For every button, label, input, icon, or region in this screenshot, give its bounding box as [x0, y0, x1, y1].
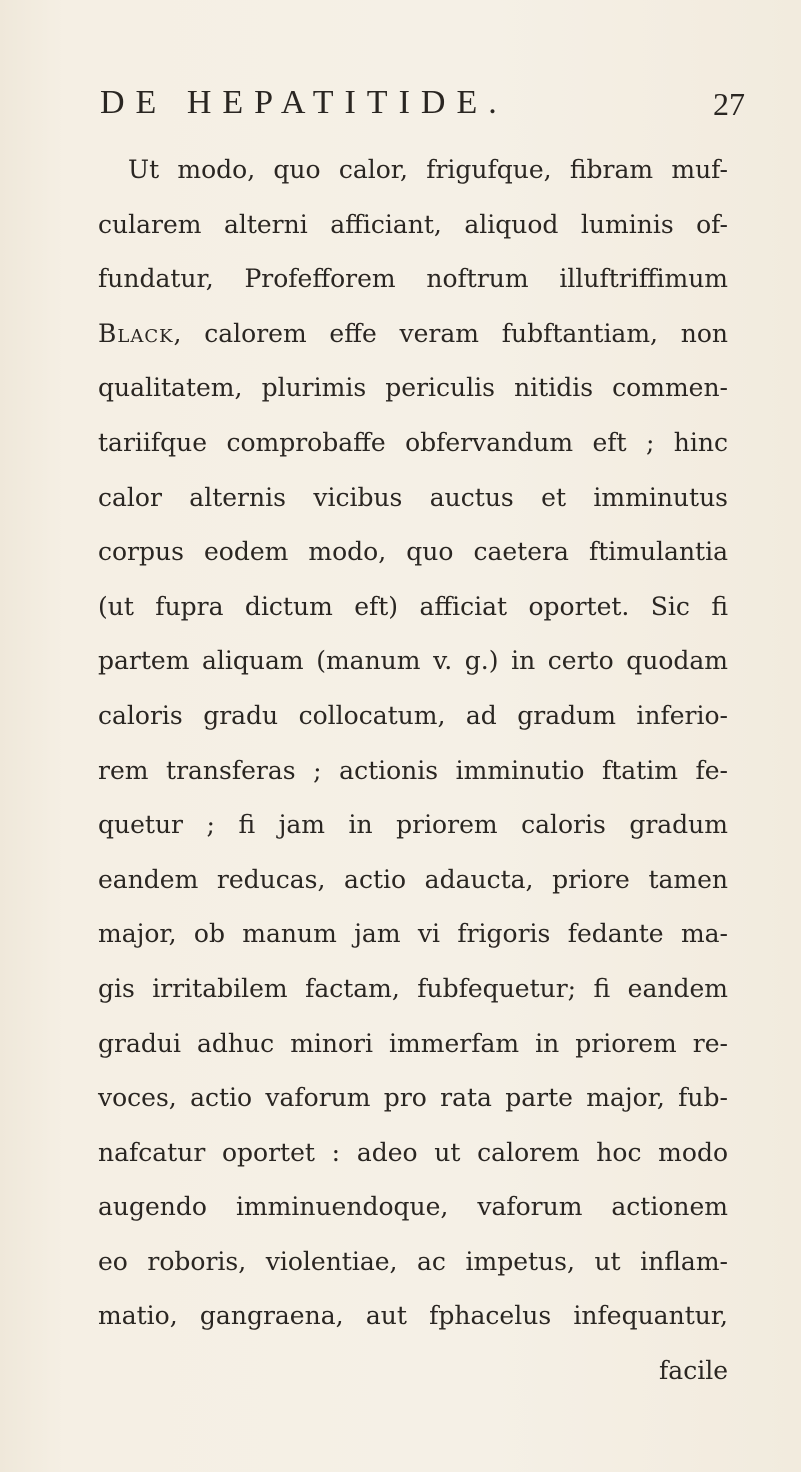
text-line: major, ob manum jam vi frigoris fedante ma-: [98, 919, 728, 949]
text-line-remainder: , calorem effe veram fubftantiam, non: [173, 318, 728, 348]
text-line: qualitatem, plurimis periculis nitidis commen-: [98, 373, 728, 403]
page-number: 27: [713, 86, 745, 122]
text-line: caloris gradu collocatum, ad gradum inferio-: [98, 700, 728, 730]
text-line: matio, gangraena, aut fphacelus infequantur,: [98, 1301, 728, 1331]
text-line: corpus eodem modo, quo caetera ftimulantia: [98, 537, 728, 567]
text-line: Ut modo, quo calor, frigufque, fibram muf-: [128, 155, 728, 184]
text-line: gis irritabilem factam, fubfequetur; fi eandem: [98, 973, 728, 1003]
text-line: augendo imminuendoque, vaforum actionem: [98, 1192, 728, 1222]
text-line: cularem alterni afficiant, aliquod luminis of-: [98, 209, 728, 239]
running-title: DE HEPATITIDE.: [100, 84, 508, 121]
catchword: facile: [659, 1356, 728, 1386]
body-paragraph: [98, 143, 728, 1399]
text-line: nafcatur oportet : adeo ut calorem hoc modo: [98, 1137, 728, 1167]
text-line: rem transferas ; actionis imminutio ftatim fe-: [98, 755, 728, 785]
text-line: calor alternis vicibus auctus et imminutus: [98, 482, 728, 512]
text-line: eandem reducas, actio adaucta, priore tamen: [98, 864, 728, 894]
page-header: [100, 80, 745, 130]
text-line: fundatur, Profefforem noftrum illuftriffimum: [98, 264, 728, 294]
text-line: partem aliquam (manum v. g.) in certo quodam: [98, 646, 728, 676]
text-line: tariifque comprobaffe obfervandum eft ; hinc: [98, 427, 728, 457]
smallcaps-name: Black: [98, 318, 174, 348]
text-line: eo roboris, violentiae, ac impetus, ut inflam-: [98, 1246, 728, 1276]
text-line: (ut fupra dictum eft) afficiat oportet. Sic fi: [98, 591, 728, 621]
text-line: gradui adhuc minori immerfam in priorem re-: [98, 1028, 728, 1058]
text-line: quetur ; fi jam in priorem caloris gradum: [98, 810, 728, 840]
text-line: voces, actio vaforum pro rata parte major, fub-: [98, 1083, 728, 1113]
text-line-with-smallcaps: [98, 307, 728, 362]
